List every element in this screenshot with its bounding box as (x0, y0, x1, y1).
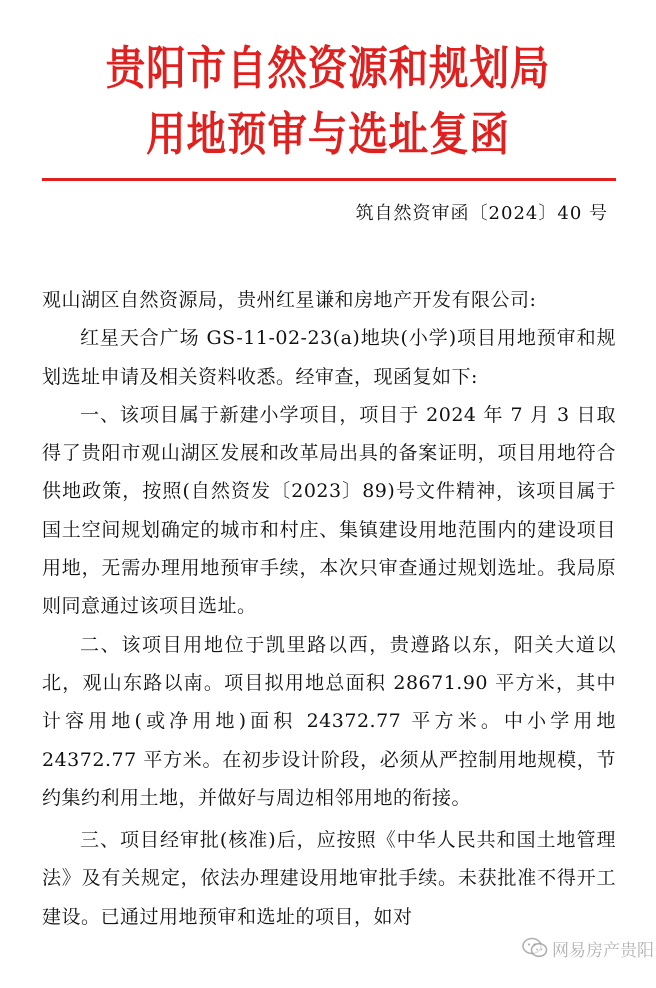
section-three-paragraph: 三、项目经审批(核准)后，应按照《中华人民共和国土地管理法》及有关规定，依法办理建设用地审批手续。未获批准不得开工建设。已通过用地预审和选址的项目，如对 (42, 829, 616, 928)
document-title-line-2: 用地预审与选址复函 (146, 107, 510, 161)
addressee-line: 观山湖区自然资源局，贵州红星谦和房地产开发有限公司: (42, 289, 537, 311)
red-header-rule (42, 178, 616, 181)
section-two-paragraph: 二、该项目用地位于凯里路以西，贵遵路以东，阳关大道以北，观山东路以南。项目拟用地总面积 28671.90 平方米，其中计容用地(或净用地)面积 24372.77 平方米。中小学用地 24372.77 平方米。在初步设计阶段，必须从严控制用地规模，节约集约利用土地，并做好与周边相邻用地的衔接。 (42, 633, 616, 809)
watermark-text: 网易房产贵阳 (552, 940, 654, 961)
wechat-logo-icon (522, 937, 548, 959)
document-title-line-1: 贵阳市自然资源和规划局 (105, 41, 551, 95)
document-number: 筑自然资审函〔2024〕40 号 (355, 203, 608, 224)
source-watermark (522, 932, 654, 964)
intro-paragraph: 红星天合广场 GS-11-02-23(a)地块(小学)项目用地预审和规划选址申请及相关资料收悉。经审查，现函复如下: (42, 327, 616, 388)
document-body (42, 281, 616, 936)
section-one-paragraph: 一、该项目属于新建小学项目，项目于 2024 年 7 月 3 日取得了贵阳市观山湖区发展和改革局出具的备案证明，项目用地符合供地政策，按照(自然资发〔2023〕89)号文件精神，该项目属于国土空间规划确定的城市和村庄、集镇建设用地范围内的建设项目用地，无需办理用地预审手续，本次只审查通过规划选址。我局原则同意通过该项目选址。 (42, 403, 616, 618)
